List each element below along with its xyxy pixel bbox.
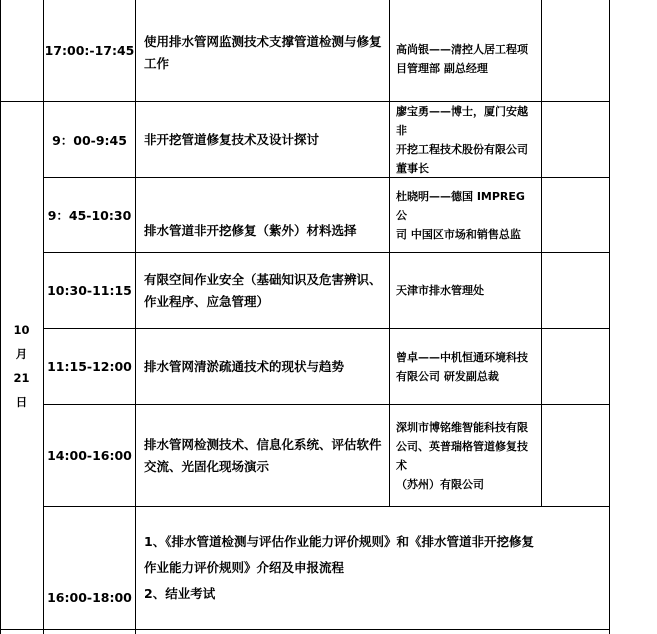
speaker-cell — [390, 178, 541, 252]
speaker-line: 董事长 — [396, 161, 429, 175]
time-text: 17:00:-17:45 — [44, 43, 135, 58]
speaker-cell — [390, 405, 541, 506]
speaker-line: 曾卓——中机恒通环境科技 — [396, 350, 528, 364]
speaker-line: 目管理部 副总经理 — [396, 62, 488, 75]
time-text: 11:15-12:00 — [47, 359, 132, 374]
topic-line: 排水管网清淤疏通技术的现状与趋势 — [144, 358, 345, 374]
topic-cell — [136, 329, 389, 404]
speaker-line: 天津市排水管理处 — [396, 284, 484, 297]
table-border-bottom — [0, 629, 610, 630]
time-cell — [44, 253, 135, 328]
time-cell — [44, 0, 135, 101]
time-cell — [44, 329, 135, 404]
topic-line: 排水管道非开挖修复（紫外）材料选择 — [144, 223, 357, 238]
table-divider-speaker — [541, 0, 542, 506]
time-text: 14:00-16:00 — [47, 448, 132, 463]
topic-line: 有限空间作业安全（基础知识及危害辨识、 — [144, 271, 382, 287]
topic-line: 工作 — [144, 56, 170, 71]
time-cell — [44, 405, 135, 506]
speaker-line: （苏州）有限公司 — [396, 477, 484, 491]
topic-cell — [136, 507, 609, 629]
date-part: 21 — [13, 370, 30, 385]
topic-line: 交流、光固化现场演示 — [144, 458, 270, 474]
topic-line: 1、《排水管道检测与评估作业能力评价规则》和《排水管道非开挖修复 — [144, 534, 534, 549]
time-text: 10:30-11:15 — [47, 283, 132, 298]
time-cell — [44, 507, 135, 629]
topic-cell — [136, 178, 389, 252]
date-part: 月 — [15, 346, 28, 361]
date-part: 日 — [15, 394, 28, 409]
speaker-cell — [390, 253, 541, 328]
topic-cell — [136, 102, 389, 177]
topic-line: 作业程序、应急管理） — [144, 293, 270, 309]
time-text: 9：00-9:45 — [52, 132, 127, 148]
speaker-line: 杜晓明——德国 IMPREG 公 — [396, 189, 525, 222]
table-divider-right — [609, 0, 610, 634]
speaker-line: 开挖工程技术股份有限公司 — [396, 142, 528, 156]
speaker-line: 高尚银——清控人居工程项 — [396, 43, 528, 56]
speaker-line: 司 中国区市场和销售总监 — [396, 227, 521, 241]
time-cell — [44, 102, 135, 177]
speaker-line: 有限公司 研发副总裁 — [396, 369, 499, 383]
topic-line: 非开挖管道修复技术及设计探讨 — [144, 131, 320, 147]
date-part: 10 — [13, 322, 30, 337]
topic-line: 使用排水管网监测技术支撑管道检测与修复 — [144, 34, 382, 49]
topic-cell — [136, 0, 389, 101]
time-cell — [44, 178, 135, 252]
topic-cell — [136, 253, 389, 328]
speaker-cell — [390, 102, 541, 177]
speaker-line: 深圳市博铭维智能科技有限 — [396, 420, 528, 434]
topic-line: 排水管网检测技术、信息化系统、评估软件 — [144, 436, 382, 452]
topic-cell — [136, 405, 389, 506]
topic-line: 作业能力评价规则》介绍及申报流程 — [144, 560, 345, 575]
speaker-cell — [390, 329, 541, 404]
topic-line: 2、结业考试 — [144, 586, 216, 601]
speaker-cell — [390, 0, 541, 101]
speaker-line: 廖宝勇——博士，厦门安越非 — [396, 104, 528, 137]
speaker-line: 公司、英普瑞格管道修复技术 — [396, 439, 528, 472]
time-text: 16:00-18:00 — [47, 590, 132, 605]
time-text: 9：45-10:30 — [47, 208, 132, 223]
date-cell — [0, 102, 43, 629]
